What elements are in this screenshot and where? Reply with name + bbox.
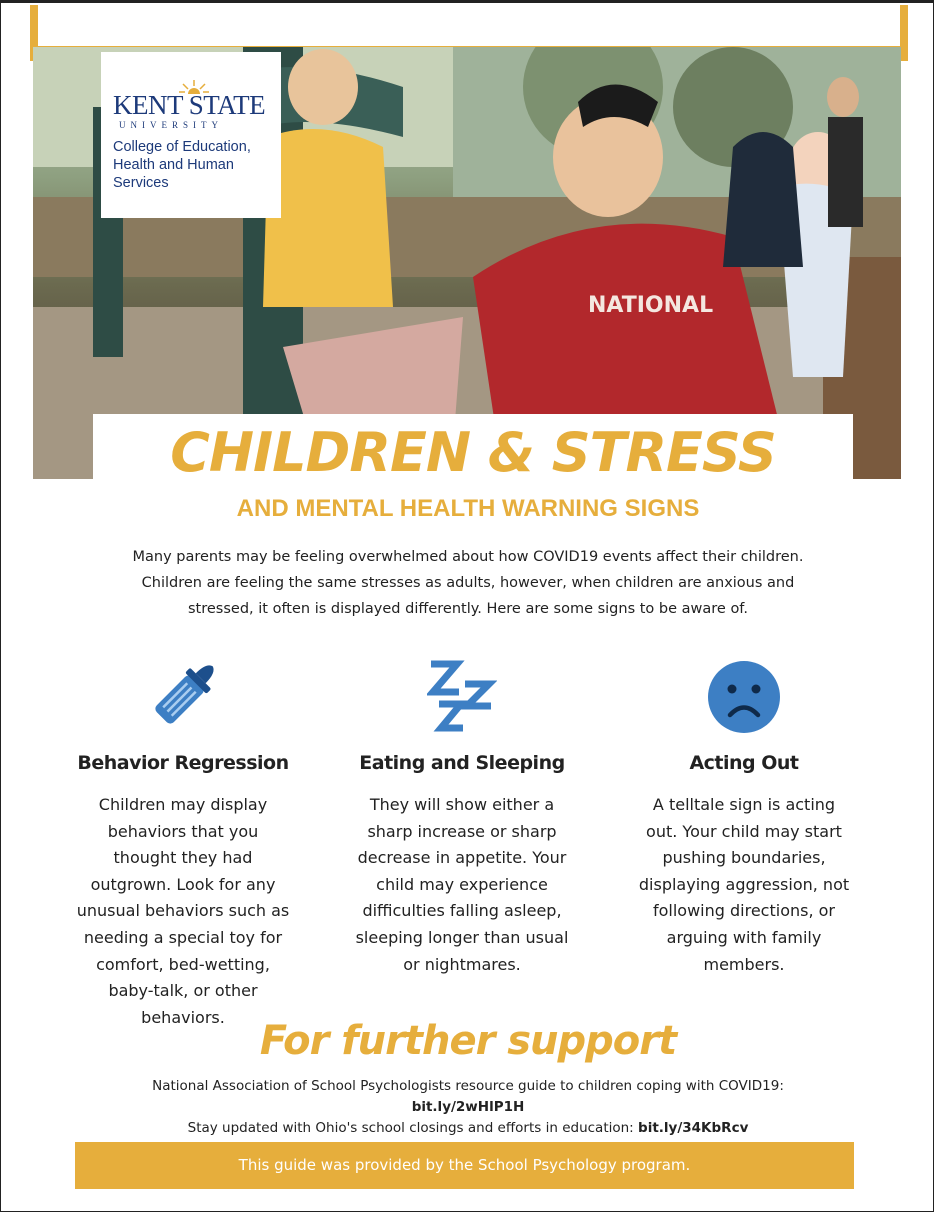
nasp-link[interactable]: bit.ly/2wHlP1H (411, 1099, 525, 1115)
acting-out-text: A telltale sign is acting out. Your child may start pushing boundaries, displaying aggression, not following directions, or arguing with family members. (638, 795, 850, 974)
footer-text: This guide was provided by the School Psychology program. (238, 1156, 691, 1174)
page-subtitle: AND MENTAL HEALTH WARNING SIGNS (236, 495, 700, 522)
ohio-link[interactable]: bit.ly/34KbRcv (638, 1120, 749, 1136)
acting-out-heading: Acting Out (689, 752, 799, 774)
ohio-line: Stay updated with Ohio's school closings and efforts in education: (187, 1120, 634, 1136)
baby-bottle-icon (143, 658, 223, 734)
section-acting-out (624, 658, 864, 978)
section-eating-sleeping (342, 658, 582, 978)
nasp-line: National Association of School Psychologists resource guide to children coping with COVID19: (152, 1078, 784, 1094)
title-box (93, 414, 853, 484)
eating-sleeping-text: They will show either a sharp increase or sharp decrease in appetite. Your child may experience difficulties falling asleep, sleeping longer than usual or nightmares. (355, 795, 569, 974)
svg-text:NATIONAL: NATIONAL (588, 293, 714, 318)
section-behavior-regression (63, 658, 303, 1031)
page-title: CHILDREN & STRESS (170, 421, 776, 484)
sleep-zzz-icon (427, 658, 497, 734)
university-subtitle: UNIVERSITY (119, 120, 223, 130)
support-links (0, 1076, 936, 1139)
support-heading: For further support (259, 1018, 677, 1064)
eating-sleeping-heading: Eating and Sleeping (359, 752, 565, 774)
behavior-regression-text: Children may display behaviors that you thought they had outgrown. Look for any unusual behaviors such as needing a special toy for comfort, bed-wetting, baby-talk, or other behaviors. (76, 795, 290, 1027)
university-name: KENT STATE (113, 90, 266, 120)
footer-banner (75, 1142, 854, 1189)
kent-state-logo (101, 52, 281, 218)
behavior-regression-heading: Behavior Regression (77, 752, 289, 774)
sad-face-icon (706, 658, 782, 734)
college-name: College of Education, Health and Human Services (113, 139, 251, 191)
intro-text: Many parents may be feeling overwhelmed about how COVID19 events affect their children. Children are feeling the same stresses as adults, however, when children are anxious and stressed, it often is displayed differently. Here are some signs to be aware of. (132, 549, 804, 617)
